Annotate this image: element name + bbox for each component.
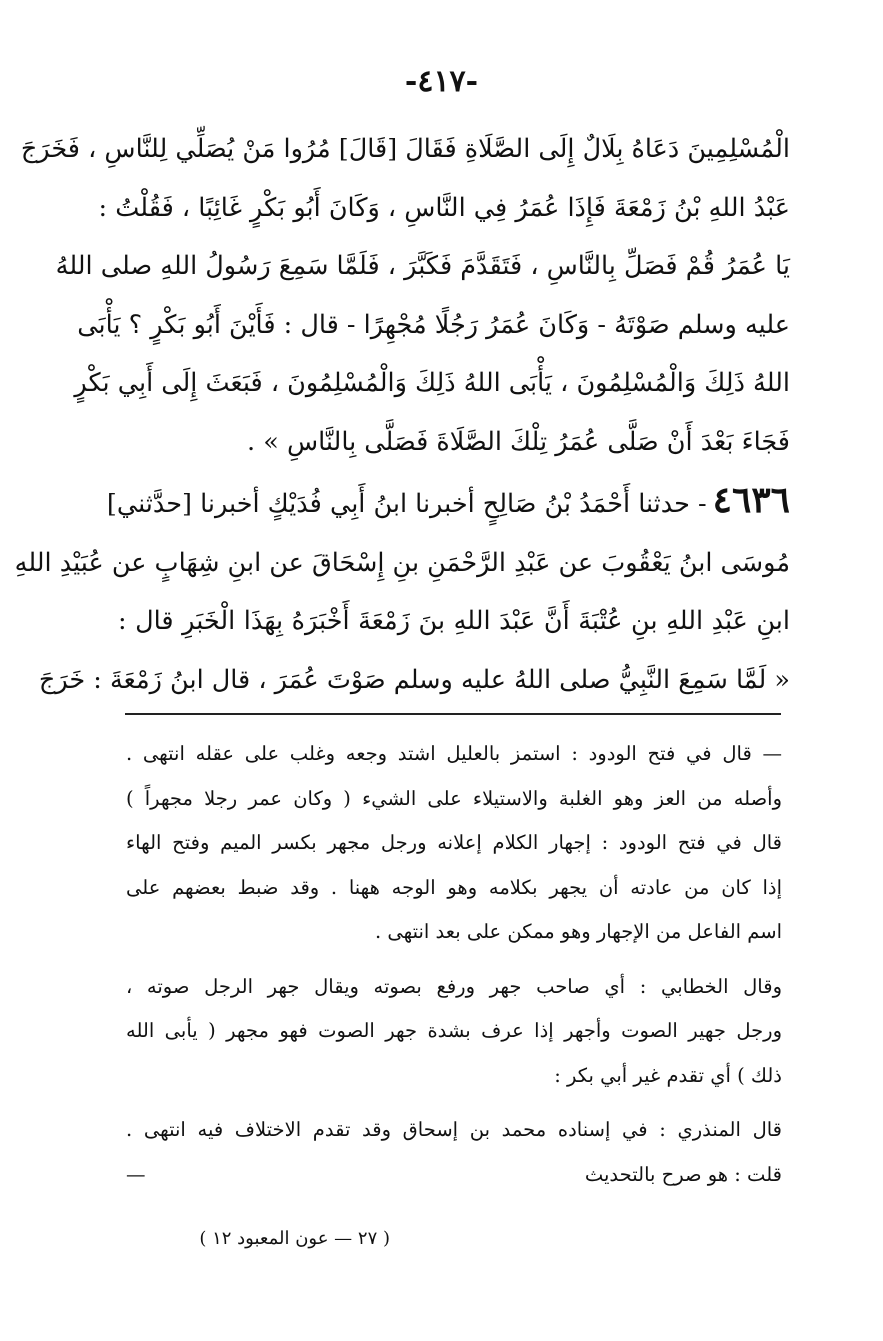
- note-line: وقال الخطابي : أي صاحب جهر ورفع بصوته ويقال جهر الرجل صوته ،: [126, 974, 782, 998]
- signature-footer: ( ٢٧ — عون المعبود ١٢ ): [199, 1228, 390, 1249]
- main-text: [14, 120, 790, 709]
- note-line: قال في فتح الودود : إجهار الكلام إعلانه ورجل مجهر بكسر الميم وفتح الهاء: [126, 831, 782, 854]
- note-line: — قال في فتح الودود : استمز بالعليل اشتد وجعه وغلب على عقله انتهى .: [126, 742, 782, 765]
- hadith-number: ٤٦٣٦: [712, 479, 790, 521]
- page-number: -٤١٧-: [404, 64, 479, 99]
- main-text-line: عَبْدُ اللهِ بْنُ زَمْعَةَ فَإِذَا عُمَرُ فِي النَّاسِ ، وَكَانَ أَبُو بَكْرٍ غَائِبًا ، فَقُلْتُ :: [98, 192, 790, 223]
- main-text-line: عليه وسلم صَوْتَهُ - وَكَانَ عُمَرُ رَجُلًا مُجْهِرًا - قال : فَأَيْنَ أَبُو بَكْرٍ ؟ يَأْبَى: [77, 309, 790, 340]
- note-line: قال المنذري : في إسناده محمد بن إسحاق وقد تقدم الاختلاف فيه انتهى .: [126, 1118, 782, 1141]
- hadith-text-line: « لَمَّا سَمِعَ النَّبِيُّ صلى اللهُ عليه وسلم صَوْتَ عُمَرَ ، قال ابنُ زَمْعَةَ : خَرَجَ: [38, 664, 790, 695]
- main-text-line: يَا عُمَرُ قُمْ فَصَلِّ بِالنَّاسِ ، فَتَقَدَّمَ فَكَبَّرَ ، فَلَمَّا سَمِعَ رَسُولُ اللهِ صلى اللهُ: [55, 251, 790, 281]
- note-line: اسم الفاعل من الإجهار وهو ممكن على بعد انتهى .: [374, 920, 782, 943]
- hadith-text-line: ابنِ عَبْدِ اللهِ بنِ عُتْبَةَ أَنَّ عَبْدَ اللهِ بنَ زَمْعَةَ أَخْبَرَهُ بِهَذَا الْخَبَرِ قال :: [118, 606, 790, 636]
- footnote-divider: [125, 713, 781, 715]
- note-line: إذا كان من عادته أن يجهر بكلامه وهو الوجه ههنا . وقد ضبط بعضهم على: [126, 875, 782, 899]
- note-line-last: [126, 1153, 782, 1198]
- hadith-chain-text: - حدثنا أَحْمَدُ بْنُ صَالِحٍ أخبرنا ابنُ أَبِي فُدَيْكٍ أخبرنا [حدَّثني]: [106, 489, 707, 519]
- note-line: ذلك ) أي تقدم غير أبي بكر :: [554, 1063, 782, 1087]
- note-line: ورجل جهير الصوت وأجهر إذا عرف بشدة جهر الصوت فهو مجهر ( يأبى الله: [126, 1019, 782, 1042]
- commentary-notes: [126, 732, 782, 1197]
- hadith-text-line: مُوسَى ابنُ يَعْقُوبَ عن عَبْدِ الرَّحْمَنِ بنِ إِسْحَاقَ عن ابنِ شِهَابٍ عن عُبَيْدِ اللهِ: [14, 547, 790, 578]
- main-text-line: اللهُ ذَلِكَ وَالْمُسْلِمُونَ ، يَأْبَى اللهُ ذَلِكَ وَالْمُسْلِمُونَ ، فَبَعَثَ إِلَى أَبِي بَكْرٍ: [74, 368, 790, 398]
- end-dash: —: [126, 1162, 146, 1186]
- main-text-line: الْمُسْلِمِينَ دَعَاهُ بِلَالٌ إِلَى الصَّلَاةِ فَقَالَ [قَالَ] مُرُوا مَنْ يُصَلِّي لِلنَّاسِ ، فَخَرَجَ: [20, 134, 790, 164]
- note-text: قلت : هو صرح بالتحديث: [584, 1162, 782, 1186]
- hadith-header-line: [106, 471, 790, 534]
- main-text-line: فَجَاءَ بَعْدَ أَنْ صَلَّى عُمَرُ تِلْكَ الصَّلَاةَ فَصَلَّى بِالنَّاسِ » .: [247, 426, 790, 457]
- note-line: وأصله من العز وهو الغلبة والاستيلاء على الشيء ( وكان عمر رجلا مجهراً ): [126, 786, 782, 810]
